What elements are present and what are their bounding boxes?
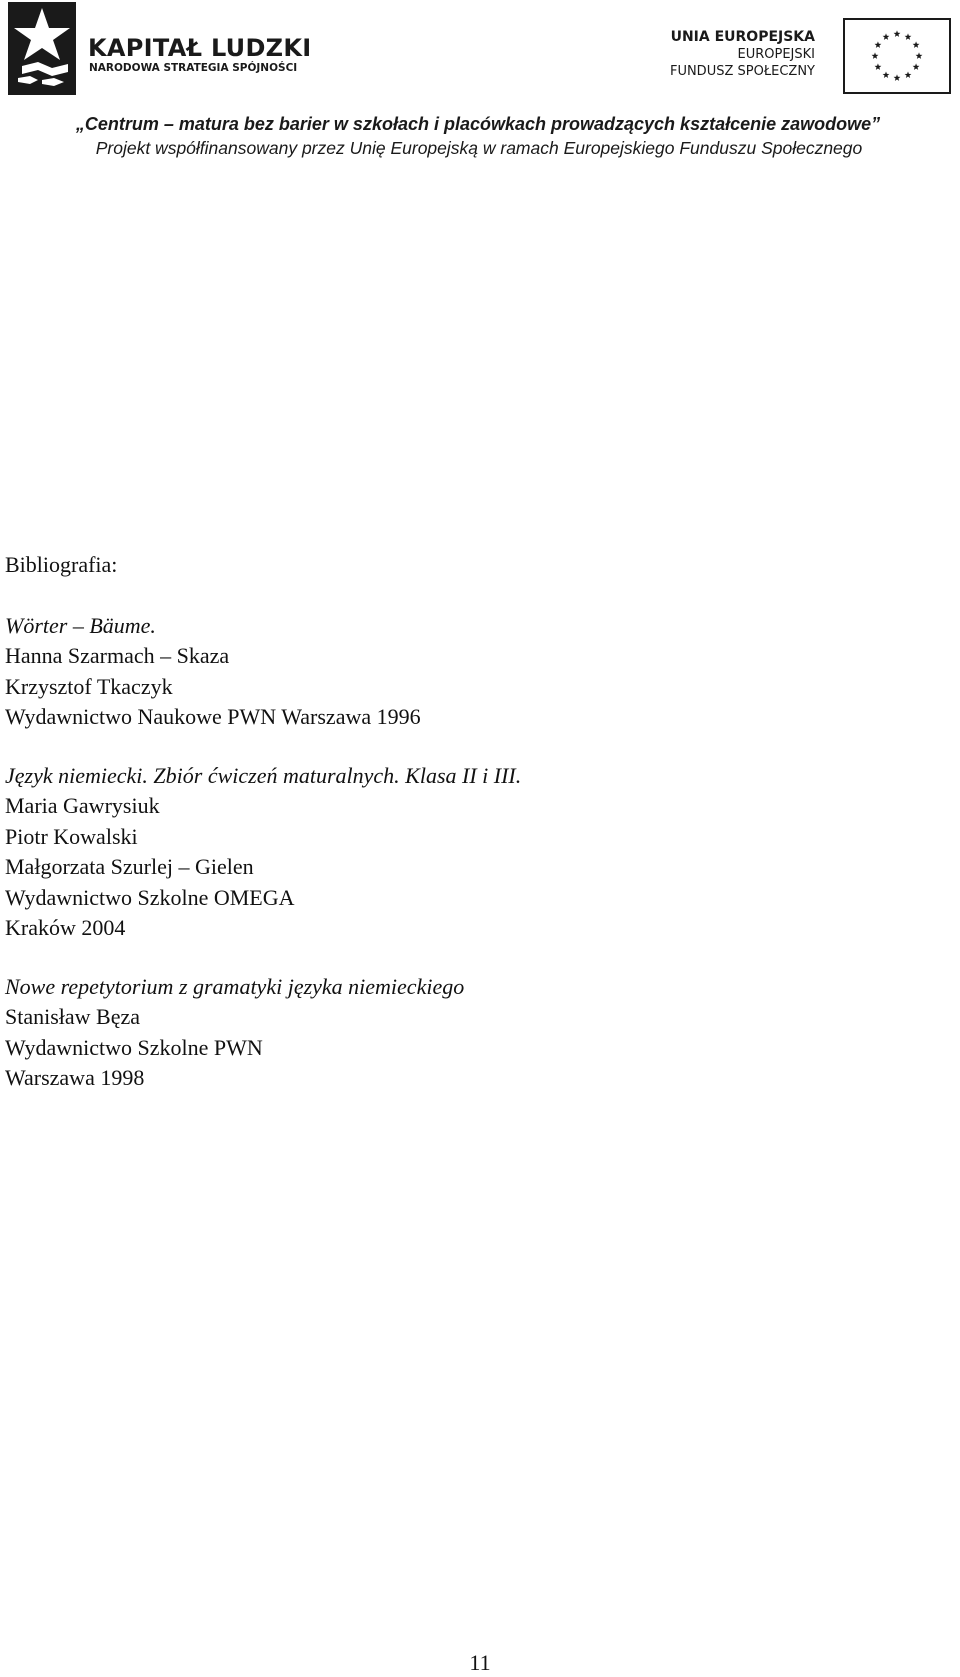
book-title: Wörter – Bäume. xyxy=(5,612,156,638)
project-title: „Centrum – matura bez barier w szkołach i placówkach prowadzących kształcenie zawodowe” xyxy=(75,114,881,134)
entry-line: Warszawa 1998 xyxy=(5,1065,145,1090)
entry-line: Wydawnictwo Szkolne PWN xyxy=(5,1034,263,1060)
entry-line: Stanisław Bęza xyxy=(5,1004,141,1029)
bibliography-entry xyxy=(5,611,521,733)
eu-logo-text xyxy=(670,28,815,80)
eu-name: UNIA EUROPEJSKA xyxy=(670,29,815,45)
eu-fund-line2: FUNDUSZ SPOŁECZNY xyxy=(669,64,815,79)
project-header xyxy=(0,112,960,160)
entry-line: Małgorzata Szurlej – Gielen xyxy=(5,854,254,879)
bibliography-heading: Bibliografia: xyxy=(5,552,118,577)
bibliography-entry xyxy=(5,972,521,1094)
bibliography xyxy=(5,550,521,1122)
entry-line: Piotr Kowalski xyxy=(5,823,138,849)
entry-line: Maria Gawrysiuk xyxy=(5,793,160,818)
kapital-ludzki-subtitle: NARODOWA STRATEGIA SPÓJNOŚCI xyxy=(89,62,298,74)
entry-line: Wydawnictwo Szkolne OMEGA xyxy=(5,884,295,910)
entry-line: Krzysztof Tkaczyk xyxy=(5,673,173,699)
bibliography-entry xyxy=(5,761,521,944)
eu-fund-line1: EUROPEJSKI xyxy=(737,47,815,62)
book-title: Język niemiecki. Zbiór ćwiczeń maturalnych. Klasa II i III. xyxy=(5,762,522,788)
book-title: Nowe repetytorium z gramatyki języka niemieckiego xyxy=(5,973,465,999)
star-logo-icon xyxy=(8,2,76,95)
entry-line: Kraków 2004 xyxy=(5,915,126,940)
eu-logo xyxy=(660,18,960,98)
eu-flag-icon xyxy=(843,18,951,94)
project-subtitle: Projekt współfinansowany przez Unię Europejską w ramach Europejskiego Funduszu Społecznego xyxy=(95,138,863,158)
kapital-ludzki-logo xyxy=(8,2,312,97)
entry-line: Hanna Szarmach – Skaza xyxy=(5,643,230,668)
page-number: 11 xyxy=(469,1650,491,1675)
entry-line: Wydawnictwo Naukowe PWN Warszawa 1996 xyxy=(5,704,421,729)
kapital-ludzki-title: KAPITAŁ LUDZKI xyxy=(88,34,312,62)
